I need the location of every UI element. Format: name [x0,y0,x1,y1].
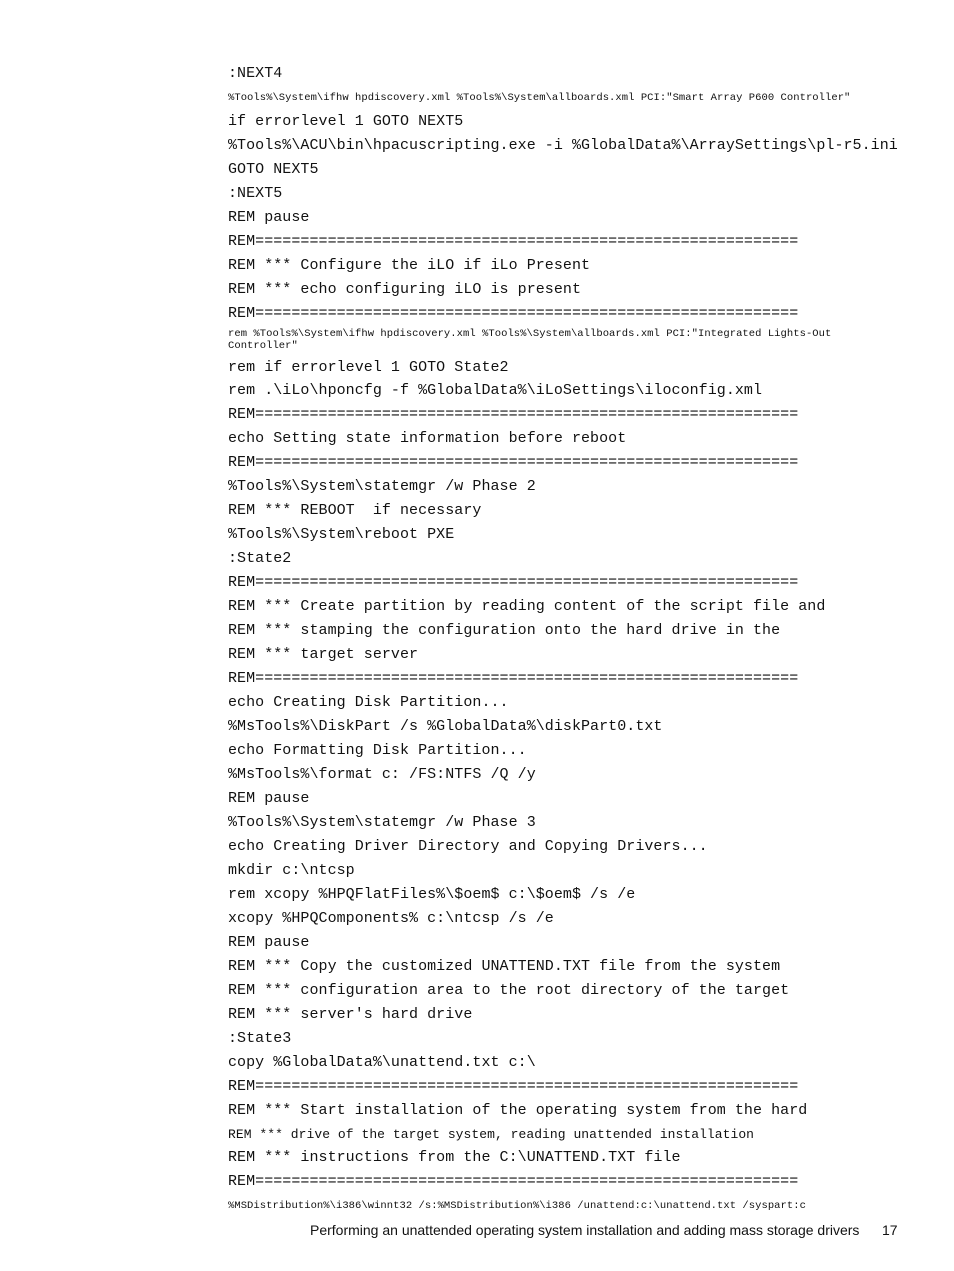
page-footer-title: Performing an unattended operating system installation and adding mass storage drivers [310,1222,860,1238]
code-line: %MsTools%\DiskPart /s %GlobalData%\diskPart0.txt [228,718,663,735]
code-line: copy %GlobalData%\unattend.txt c:\ [228,1054,536,1071]
code-line: :State2 [228,550,292,567]
code-line: echo Setting state information before reboot [228,430,627,447]
code-listing [228,62,908,1218]
code-line: %MsTools%\format c: /FS:NTFS /Q /y [228,766,536,783]
code-line: echo Creating Disk Partition... [228,694,509,711]
separator-line: REM============================================================ [228,1173,799,1190]
code-line: REM pause [228,209,310,226]
code-line: echo Creating Driver Directory and Copying Drivers... [228,838,708,855]
code-line: rem %Tools%\System\ifhw hpdiscovery.xml %Tools%\System\allboards.xml PCI:"Integrated Lights-Out Controller" [228,328,832,352]
code-line: REM *** instructions from the C:\UNATTEND.TXT file [228,1149,681,1166]
code-line: echo Formatting Disk Partition... [228,742,527,759]
separator-line: REM============================================================ [228,233,799,250]
code-line: %Tools%\System\reboot PXE [228,526,455,543]
code-line: REM *** Configure the iLO if iLo Present [228,257,591,274]
code-line: :NEXT4 [228,65,283,82]
code-line: GOTO NEXT5 [228,161,319,178]
code-line: %Tools%\System\statemgr /w Phase 2 [228,478,536,495]
code-line: REM *** Create partition by reading content of the script file and [228,598,826,615]
code-line: REM *** Copy the customized UNATTEND.TXT file from the system [228,958,781,975]
code-line: rem if errorlevel 1 GOTO State2 [228,359,509,376]
separator-line: REM============================================================ [228,670,799,687]
code-line: %Tools%\System\ifhw hpdiscovery.xml %Tools%\System\allboards.xml PCI:"Smart Array P600 Controller" [228,92,851,104]
separator-line: REM============================================================ [228,305,799,322]
code-line: %Tools%\System\statemgr /w Phase 3 [228,814,536,831]
code-line: xcopy %HPQComponents% c:\ntcsp /s /e [228,910,554,927]
code-line: REM *** drive of the target system, reading unattended installation [228,1127,755,1142]
code-line: if errorlevel 1 GOTO NEXT5 [228,113,464,130]
separator-line: REM============================================================ [228,454,799,471]
separator-line: REM============================================================ [228,1078,799,1095]
code-line: REM pause [228,934,310,951]
code-line: REM *** echo configuring iLO is present [228,281,582,298]
code-line: REM *** Start installation of the operating system from the hard [228,1102,808,1119]
code-line: mkdir c:\ntcsp [228,862,355,879]
code-line: REM pause [228,790,310,807]
code-line: REM *** REBOOT if necessary [228,502,482,519]
code-line: REM *** configuration area to the root directory of the target [228,982,790,999]
code-line: REM *** server's hard drive [228,1006,473,1023]
code-line: REM *** stamping the configuration onto the hard drive in the [228,622,781,639]
separator-line: REM============================================================ [228,406,799,423]
code-line: rem xcopy %HPQFlatFiles%\$oem$ c:\$oem$ /s /e [228,886,636,903]
code-line: rem .\iLo\hponcfg -f %GlobalData%\iLoSettings\iloconfig.xml [228,382,763,399]
page-number: 17 [882,1222,898,1238]
code-line: %MSDistribution%\i386\winnt32 /s:%MSDistribution%\i386 /unattend:c:\unattend.txt /syspart:c [228,1200,806,1212]
separator-line: REM============================================================ [228,574,799,591]
code-line: %Tools%\ACU\bin\hpacuscripting.exe -i %GlobalData%\ArraySettings\pl-r5.ini [228,137,898,154]
code-line: :NEXT5 [228,185,283,202]
code-line: :State3 [228,1030,292,1047]
code-line: REM *** target server [228,646,419,663]
